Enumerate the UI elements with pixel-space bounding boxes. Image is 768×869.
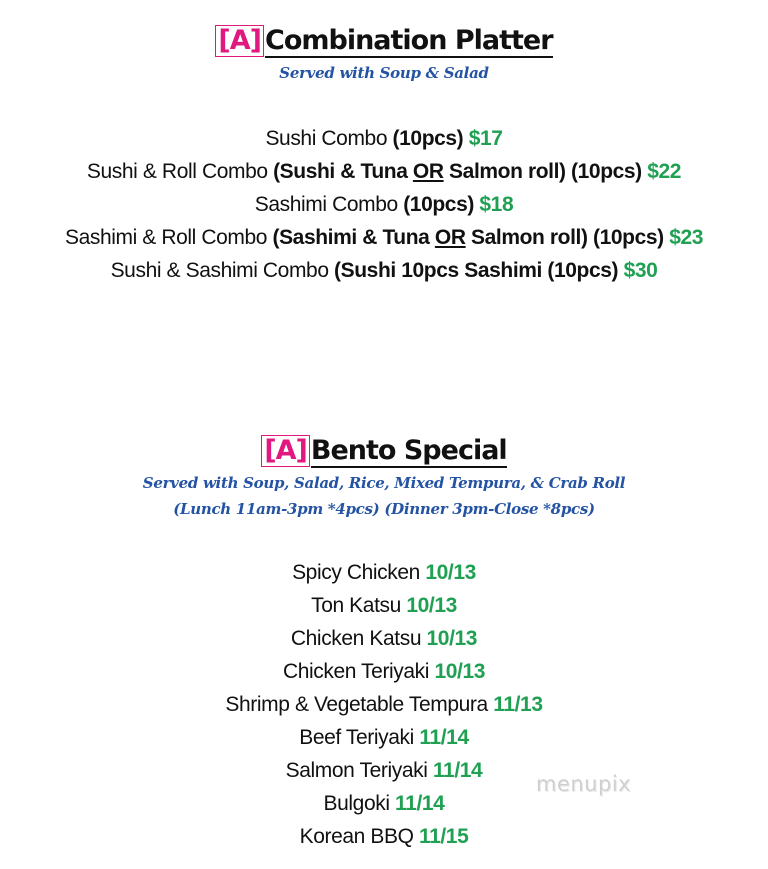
item-detail: (10pcs) [397, 193, 474, 216]
item-price: $18 [479, 193, 514, 216]
menu-item [0, 188, 768, 221]
menu-item [0, 622, 768, 655]
bento-special-title [0, 432, 768, 470]
menu-item [0, 820, 768, 853]
item-price: 11/13 [493, 693, 543, 716]
menu-item [0, 754, 768, 787]
item-name: Salmon Teriyaki [285, 759, 428, 782]
item-name: Chicken Teriyaki [282, 660, 430, 683]
item-price: 11/14 [395, 792, 445, 815]
item-price: 11/15 [418, 825, 469, 848]
menu-item [0, 721, 768, 754]
item-name: Bulgoki [323, 792, 390, 815]
item-price: 11/14 [432, 759, 483, 782]
combination-item-list [0, 122, 768, 287]
bento-title-text: Bento Special [310, 435, 507, 466]
item-detail: (10pcs) [387, 127, 464, 150]
combination-badge: [A] [215, 25, 264, 57]
item-name: Beef Teriyaki [299, 726, 414, 749]
item-price: 10/13 [425, 561, 476, 584]
item-detail-or: OR [434, 226, 466, 249]
bento-subtitle-line2: (Lunch 11am-3pm *4pcs) (Dinner 3pm-Close *8pcs) [173, 500, 595, 518]
combination-platter-title [0, 22, 768, 60]
combination-subtitle: Served with Soup & Salad [279, 64, 489, 82]
item-price: $22 [647, 160, 682, 183]
menu-item [0, 589, 768, 622]
item-name: Shrimp & Vegetable Tempura [225, 693, 488, 716]
menu-item [0, 122, 768, 155]
bento-special-section [0, 432, 768, 853]
bento-badge: [A] [261, 435, 310, 467]
item-price: $30 [623, 259, 658, 282]
item-detail-part: Salmon roll) (10pcs) [465, 226, 664, 249]
item-name: Korean BBQ [299, 825, 414, 848]
item-name: Ton Katsu [311, 594, 401, 617]
combination-title-text: Combination Platter [265, 25, 553, 56]
bento-subtitle-line1: Served with Soup, Salad, Rice, Mixed Tempura, & Crab Roll [142, 474, 626, 492]
item-name: Sushi & Roll Combo [86, 160, 268, 183]
item-price: $23 [669, 226, 704, 249]
item-name: Sushi Combo [265, 127, 388, 150]
menu-item [0, 221, 768, 254]
item-detail-part: (Sashimi & Tuna [267, 226, 435, 249]
menu-item [0, 155, 768, 188]
item-name: Sashimi & Roll Combo [64, 226, 268, 249]
menu-item [0, 254, 768, 287]
item-detail-or: OR [412, 160, 444, 183]
bento-item-list [0, 556, 768, 853]
item-name: Spicy Chicken [292, 561, 420, 584]
item-detail-part: Salmon roll) (10pcs) [443, 160, 642, 183]
item-detail: (Sushi 10pcs Sashimi (10pcs) [328, 259, 619, 282]
menu-item [0, 688, 768, 721]
item-price: $17 [468, 127, 503, 150]
item-name: Chicken Katsu [290, 627, 422, 650]
item-detail [268, 160, 642, 183]
item-name: Sushi & Sashimi Combo [110, 259, 329, 282]
combination-platter-section [0, 22, 768, 287]
item-detail-part: (Sushi & Tuna [267, 160, 413, 183]
item-price: 10/13 [434, 660, 486, 683]
menu-item [0, 787, 768, 820]
menu-item [0, 556, 768, 589]
item-name: Sashimi Combo [254, 193, 398, 216]
menupix-watermark: menupix [536, 772, 632, 796]
menu-item [0, 655, 768, 688]
item-price: 10/13 [426, 627, 478, 650]
item-price: 10/13 [406, 594, 457, 617]
item-detail [267, 226, 664, 249]
item-price: 11/14 [419, 726, 469, 749]
